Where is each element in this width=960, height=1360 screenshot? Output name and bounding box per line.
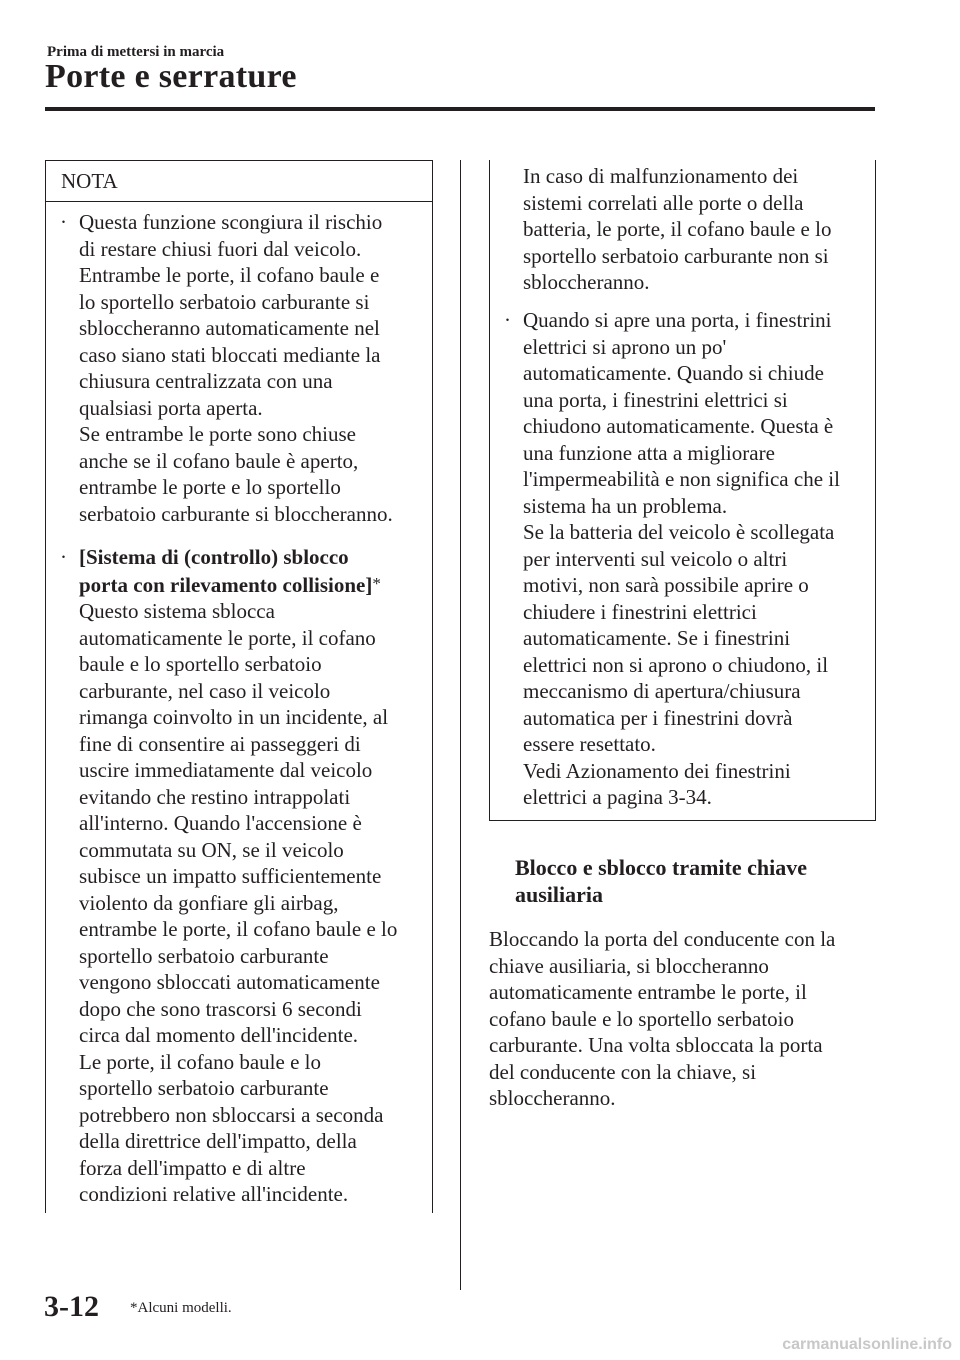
note-title: NOTA [61, 169, 118, 193]
text-line: meccanismo di apertura/chiusura [523, 679, 801, 703]
text-line: In caso di malfunzionamento dei [523, 164, 799, 188]
text-line: sbloccheranno. [489, 1086, 616, 1110]
text-line: elettrici si aprono un po' [523, 334, 727, 359]
text-line: rimanga coinvolto in un incidente, al [79, 705, 389, 729]
text-line: Quando si apre una porta, i finestrini [523, 308, 832, 332]
text-line: sistema ha un problema. [523, 493, 728, 518]
text-line: condizioni relative all'incidente. [79, 1182, 349, 1206]
footnote: *Alcuni modelli. [130, 1300, 232, 1316]
text-line: automaticamente. Se i finestrini [523, 626, 791, 650]
text-line: cofano baule e lo sportello serbatoio [489, 1006, 794, 1031]
text-line: per interventi sul veicolo o altri [523, 546, 788, 571]
text-line: commutata su ON, se il veicolo [79, 837, 344, 862]
text-line: sportello serbatoio carburante [79, 1076, 329, 1100]
text-line: una funzione atta a migliorare [523, 440, 775, 465]
text-line: caso siano stati bloccati mediante la [79, 342, 381, 367]
text-line: porta con rilevamento collisione]* [79, 572, 381, 597]
column-divider [460, 160, 461, 1290]
note-header [46, 161, 432, 202]
text-line: elettrici non si aprono o chiudono, il [523, 652, 829, 677]
heading-line: Blocco e sblocco tramite chiave [515, 855, 808, 880]
header-rule [45, 107, 875, 111]
asterisk-marker: * [372, 573, 381, 593]
text-line: subisce un impatto sufficientemente [79, 864, 382, 888]
text-line: elettrici a pagina 3-34. [523, 785, 712, 809]
text-line: una porta, i finestrini elettrici si [523, 387, 788, 412]
bullet-dot-icon: · [60, 545, 67, 569]
text-line: uscire immediatamente dal veicolo [79, 758, 373, 782]
note-item-text [523, 307, 868, 811]
note-item-text [523, 163, 868, 296]
note-item-text [79, 598, 429, 1208]
text-line: all'interno. Quando l'accensione è [79, 811, 362, 835]
section-kicker: Prima di mettersi in marcia [47, 44, 225, 60]
note-item-collision-unlock [60, 544, 429, 1208]
note-item-windows [504, 307, 868, 811]
text-line: fine di consentire ai passeggeri di [79, 731, 361, 756]
text-line: chiave ausiliaria, si bloccheranno [489, 953, 769, 978]
bullet-dot-icon: · [60, 210, 67, 234]
section-heading [515, 854, 855, 908]
text-line: Questa funzione scongiura il rischio [79, 210, 383, 234]
note-box [45, 160, 433, 1213]
text-line: di restare chiusi fuori dal veicolo. [79, 236, 362, 261]
text-line: Entrambe le porte, il cofano baule e [79, 263, 380, 287]
text-line: del conducente con la chiave, si [489, 1059, 757, 1084]
text-line: qualsiasi porta aperta. [79, 395, 263, 420]
text-line: vengono sbloccati automaticamente [79, 970, 380, 994]
text-line: Le porte, il cofano baule e lo [79, 1049, 321, 1074]
text-line: l'impermeabilità e non significa che il [523, 467, 840, 491]
text-line: automaticamente. Quando si chiude [523, 361, 824, 385]
note-item-heading [79, 544, 429, 598]
page-title: Porte e serrature [45, 58, 297, 95]
text-line: Se la batteria del veicolo è scollegata [523, 520, 835, 544]
text-line: sbloccheranno automaticamente nel [79, 316, 380, 340]
note-box-continued [489, 160, 876, 821]
heading-line: ausiliaria [515, 882, 604, 907]
text-line: sportello serbatoio carburante non si [523, 243, 829, 268]
section-body [489, 926, 869, 1112]
text-line: chiudere i finestrini elettrici [523, 599, 757, 624]
text-line: sistemi correlati alle porte o della [523, 190, 804, 215]
text-line: motivi, non sarà possibile aprire o [523, 573, 809, 597]
page-number: 3-12 [44, 1290, 99, 1323]
text-line: lo sportello serbatoio carburante si [79, 289, 370, 314]
text-line: forza dell'impatto e di altre [79, 1155, 306, 1180]
text-line: carburante, nel caso il veicolo [79, 678, 331, 703]
text-line: sbloccheranno. [523, 270, 650, 294]
text-line: carburante. Una volta sbloccata la porta [489, 1033, 823, 1057]
text-line: [Sistema di (controllo) sblocco [79, 545, 349, 569]
text-line: Questo sistema sblocca [79, 599, 275, 623]
text-line: entrambe le porte e lo sportello [79, 475, 341, 499]
text-line: chiudono automaticamente. Questa è [523, 414, 834, 438]
text-line: automatica per i finestrini dovrà [523, 705, 793, 730]
watermark: carmanualsonline.info [782, 1336, 952, 1353]
note-item-continued [523, 163, 868, 296]
text-line: entrambe le porte, il cofano baule e lo [79, 917, 398, 941]
note-item-lockout [60, 209, 424, 527]
text-line: automaticamente entrambe le porte, il [489, 980, 807, 1004]
note-item-text [79, 209, 424, 527]
text-line: automaticamente le porte, il cofano [79, 625, 376, 650]
text-line: Vedi Azionamento dei finestrini [523, 758, 791, 783]
text-line: Bloccando la porta del conducente con la [489, 927, 836, 951]
text-line: serbatoio carburante si bloccheranno. [79, 501, 393, 526]
text-line: essere resettato. [523, 732, 656, 756]
text-line: violento da gonfiare gli airbag, [79, 890, 339, 915]
bullet-dot-icon: · [504, 308, 511, 332]
text-line: sportello serbatoio carburante [79, 943, 329, 968]
text-line: evitando che restino intrappolati [79, 784, 351, 809]
text-line: circa dal momento dell'incidente. [79, 1023, 359, 1047]
text-line: anche se il cofano baule è aperto, [79, 448, 359, 473]
text-line: potrebbero non sbloccarsi a seconda [79, 1102, 384, 1127]
text-line: Se entrambe le porte sono chiuse [79, 422, 356, 446]
text-line: baule e lo sportello serbatoio [79, 652, 322, 676]
text-line: della direttrice dell'impatto, della [79, 1129, 357, 1153]
text-line: chiusura centralizzata con una [79, 369, 333, 393]
text-line: dopo che sono trascorsi 6 secondi [79, 996, 362, 1021]
text-line: batteria, le porte, il cofano baule e lo [523, 217, 832, 241]
